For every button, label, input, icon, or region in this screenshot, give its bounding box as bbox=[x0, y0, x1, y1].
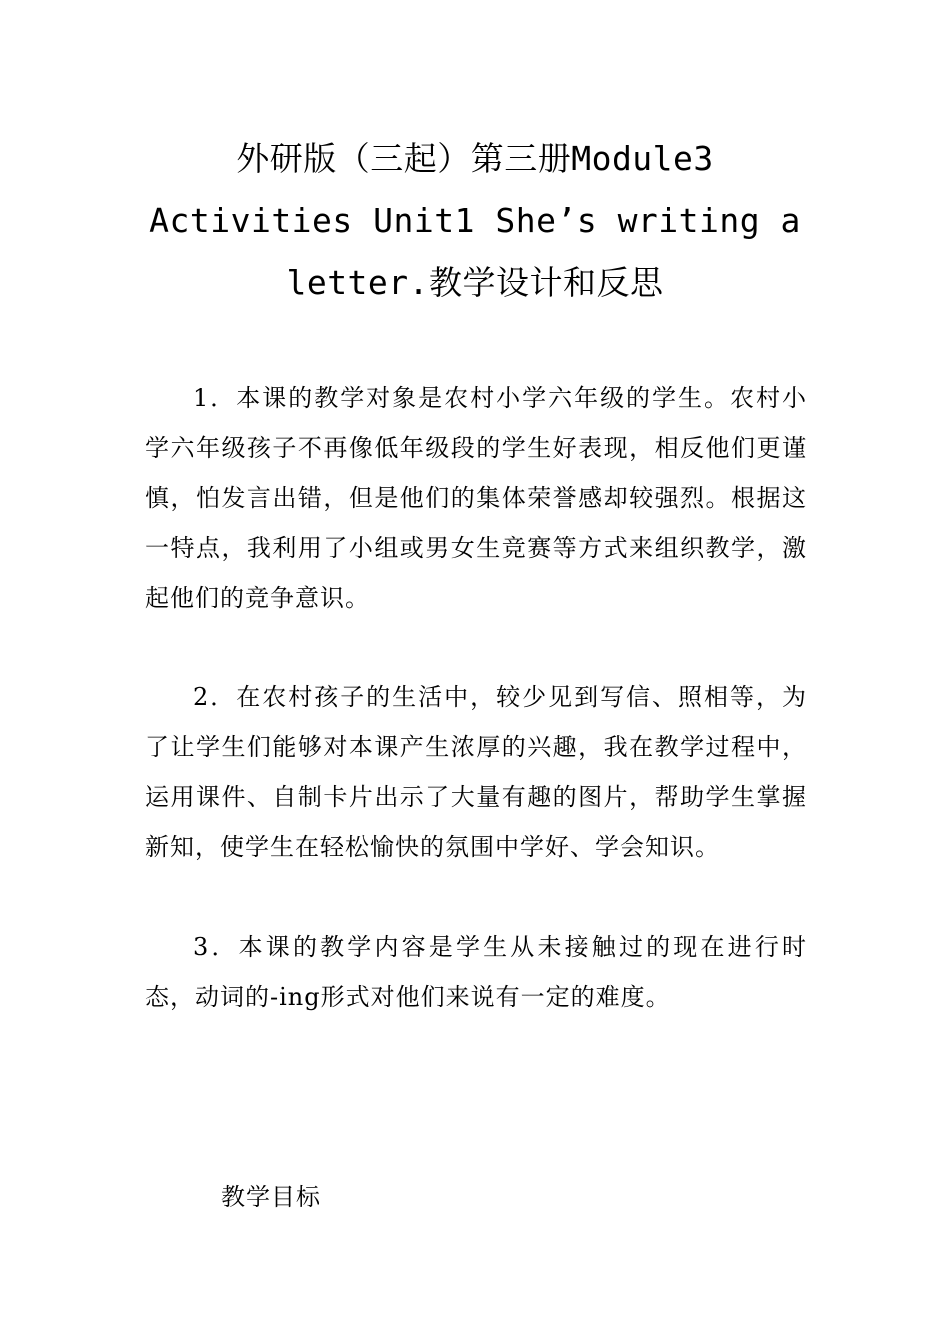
paragraph-1: 1．本课的教学对象是农村小学六年级的学生。农村小学六年级孩子不再像低年级段的学生好表现，相反他们更谨慎，怕发言出错，但是他们的集体荣誉感却较强烈。根据这一特点，我利用了小组或男女生竞赛等方式来组织教学，激起他们的竞争意识。 bbox=[145, 384, 807, 612]
paragraph-2: 2．在农村孩子的生活中，较少见到写信、照相等，为了让学生们能够对本课产生浓厚的兴趣，我在教学过程中，运用课件、自制卡片出示了大量有趣的图片，帮助学生掌握新知，使学生在轻松愉快的氛围中学好、学会知识。 bbox=[145, 683, 807, 861]
section-heading-teaching-goals: 教学目标 bbox=[221, 1183, 321, 1211]
paragraph-3: 3．本课的教学内容是学生从未接触过的现在进行时态，动词的-ing形式对他们来说有一定的难度。 bbox=[145, 933, 807, 1011]
document-title: 外研版（三起）第三册Module3 Activities Unit1 She’s writing a letter.教学设计和反思 bbox=[149, 139, 801, 302]
